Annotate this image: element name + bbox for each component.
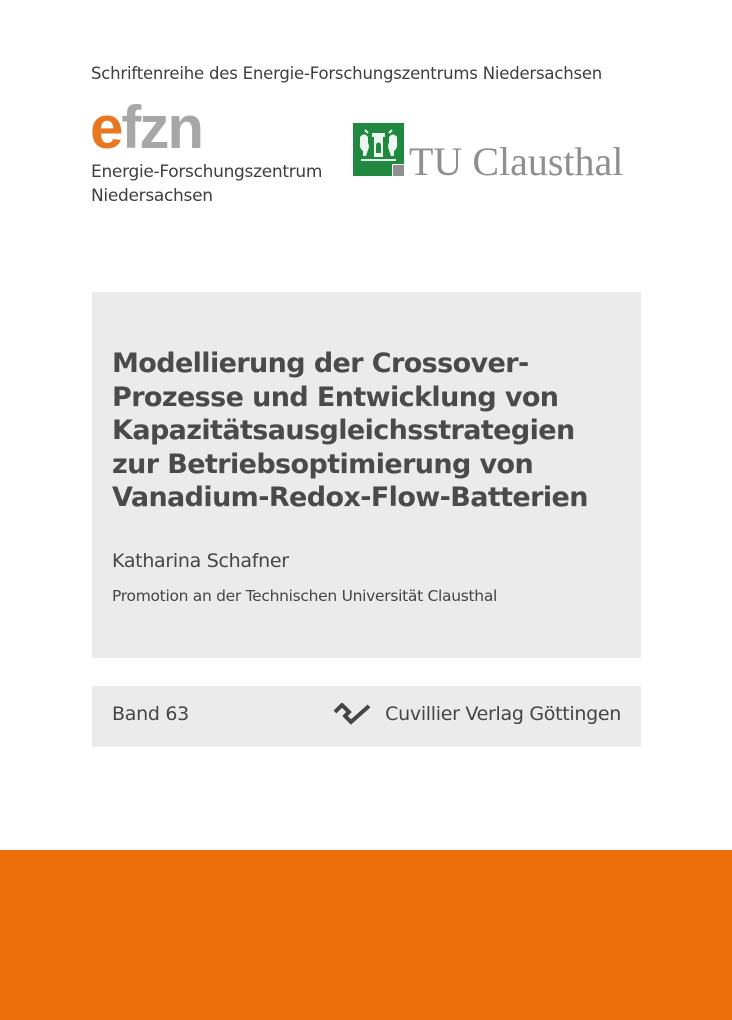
- title-line: zur Betriebsoptimierung von: [112, 448, 534, 480]
- title-line: Kapazitätsausgleichsstrategien: [112, 415, 575, 446]
- orange-footer-band: [0, 850, 732, 1020]
- affiliation: Promotion an der Technischen Universität Clausthal: [112, 587, 498, 605]
- efzn-logo: [90, 94, 203, 161]
- publisher: [333, 703, 621, 725]
- efzn-full-name: [91, 160, 322, 208]
- series-title: Schriftenreihe des Energie-Forschungszentrums Niedersachsen: [91, 64, 603, 83]
- tu-clausthal-emblem-icon: [353, 123, 404, 176]
- title-line: Vanadium-Redox-Flow-Batterien: [112, 482, 588, 513]
- author-name: Katharina Schafner: [112, 550, 289, 572]
- title-line: Prozesse und Entwicklung von: [112, 381, 559, 413]
- efzn-name-line2: Niedersachsen: [91, 186, 213, 206]
- cuvillier-logo-icon: [333, 703, 371, 725]
- band-number: Band 63: [112, 703, 189, 725]
- title-line: Modellierung der Crossover-: [112, 348, 529, 379]
- title-box: [92, 292, 641, 658]
- efzn-logo-fzn: fzn: [121, 94, 203, 161]
- tu-clausthal-name: TU Clausthal: [409, 139, 624, 184]
- publisher-name: Cuvillier Verlag Göttingen: [385, 703, 621, 725]
- band-box: [92, 686, 641, 747]
- book-title: [112, 347, 588, 515]
- efzn-logo-e: e: [90, 94, 122, 161]
- efzn-name-line1: Energie-Forschungszentrum: [91, 162, 323, 182]
